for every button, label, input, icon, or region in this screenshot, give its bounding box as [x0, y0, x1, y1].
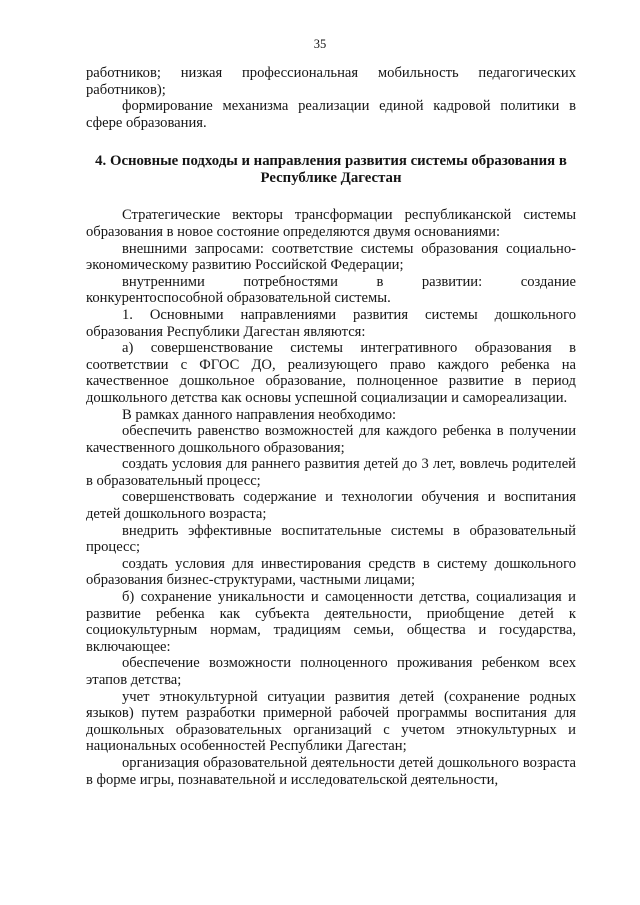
- paragraph-early-development: создать условия для раннего развития детей до 3 лет, вовлечь родителей в образовательный процесс;: [86, 456, 576, 489]
- paragraph-within-direction: В рамках данного направления необходимо:: [122, 406, 397, 423]
- paragraph-item-b: б) сохранение уникальности и самоценности детства, социализация и развитие ребенка как субъекта деятельности, приобщение детей к социокультурным нормам, традициям семьи, общества и государства, включающее:: [86, 589, 576, 655]
- paragraph-strategic-vectors: Стратегические векторы трансформации республиканской системы образования в новое состояние определяются двумя основаниями:: [86, 207, 576, 240]
- paragraph-item-a: а) совершенствование системы интегративного образования в соответствии с ФГОС ДО, реализующего право каждого ребенка на качественное дошкольное образование, полноценное развитие в период дошкольного детства как основы успешной социализации и самореализации.: [86, 340, 576, 406]
- section-heading-line-1: 4. Основные подходы и направления развития системы образования в: [95, 153, 567, 170]
- paragraph-preschool-directions: 1. Основными направлениями развития системы дошкольного образования Республики Дагестан являются:: [86, 306, 576, 340]
- paragraph-external-requests: внешними запросами: соответствие системы образования социально-экономическому развитию Российской Федерации;: [86, 240, 576, 274]
- paragraph-educational-systems: внедрить эффективные воспитательные системы в образовательный процесс;: [86, 522, 576, 556]
- page-number: 35: [313, 37, 327, 51]
- paragraph-hr-policy: формирование механизма реализации единой кадровой политики в сфере образования.: [86, 98, 576, 131]
- section-heading-line-2: Республике Дагестан: [260, 170, 402, 187]
- paragraph-equal-opportunities: обеспечить равенство возможностей для каждого ребенка в получении качественного дошкольного образования;: [86, 423, 576, 456]
- paragraph-childhood-stages: обеспечение возможности полноценного проживания ребенком всех этапов детства;: [86, 655, 576, 688]
- section-heading: [86, 153, 576, 187]
- page-content: [86, 65, 576, 788]
- paragraph-investment: создать условия для инвестирования средств в систему дошкольного образования бизнес-структурами, частными лицами;: [86, 555, 576, 589]
- paragraph-continued: работников; низкая профессиональная мобильность педагогических работников);: [86, 65, 576, 98]
- paragraph-improve-content: совершенствовать содержание и технологии обучения и воспитания детей дошкольного возраста;: [86, 489, 576, 523]
- paragraph-organization-activity: организация образовательной деятельности детей дошкольного возраста в форме игры, познавательной и исследовательской деятельности,: [86, 754, 576, 788]
- paragraph-internal-needs: внутренними потребностями в развитии: создание конкурентоспособной образовательной системы.: [86, 273, 576, 307]
- paragraph-ethnocultural: учет этнокультурной ситуации развития детей (сохранение родных языков) путем разработки примерной рабочей программы воспитания для дошкольных образовательных организаций с учетом этнокультурных и национальных особенностей Республики Дагестан;: [86, 688, 576, 755]
